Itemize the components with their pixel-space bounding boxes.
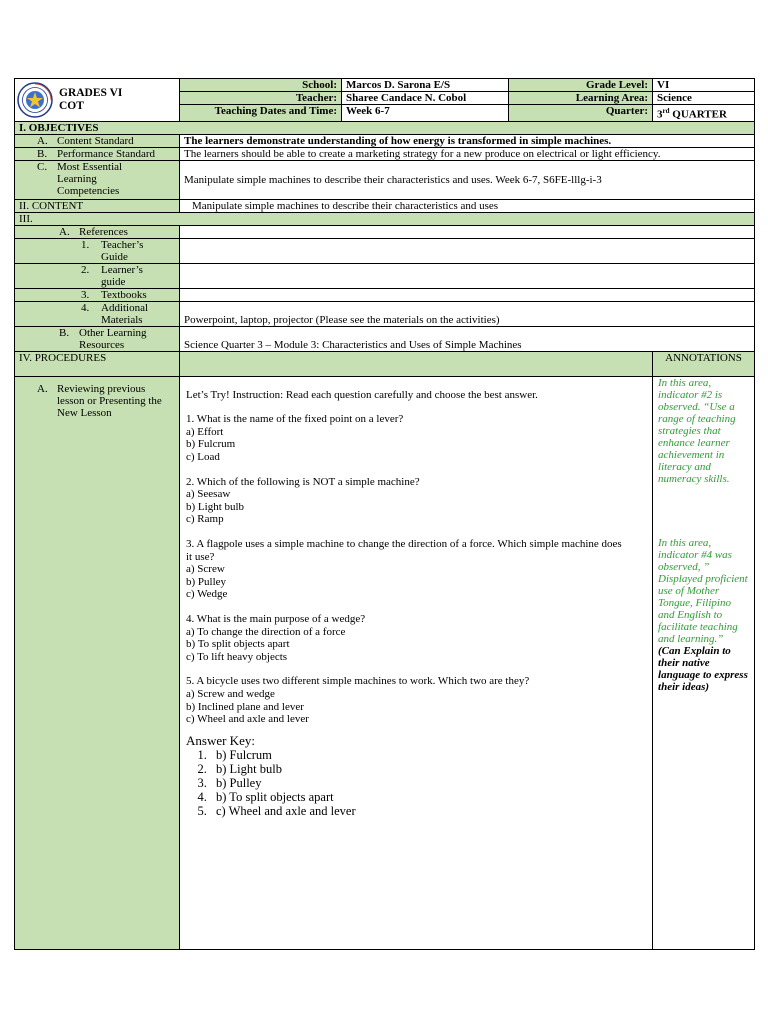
activity-instruction: Let’s Try! Instruction: Read each question carefully and choose the best answer. [186, 388, 538, 401]
answer-key-item: 1. b) Fulcrum [210, 748, 646, 762]
reviewing-lesson-label: A. Reviewing previous lesson or Presenting the New Lesson [15, 376, 180, 949]
resources-heading: III. [15, 212, 755, 225]
references-label: A. References [15, 225, 180, 238]
other-resources-value: Science Quarter 3 – Module 3: Characteristics and Uses of Simple Machines [180, 326, 755, 351]
answer-key-item: 2. b) Light bulb [210, 762, 646, 776]
teacher-value: Sharee Candace N. Cobol [342, 92, 509, 105]
answer-key-list [186, 748, 646, 818]
quarter-label: Quarter: [509, 105, 653, 122]
answer-key-item: 5. c) Wheel and axle and lever [210, 804, 646, 818]
performance-standard-value: The learners should be able to create a marketing strategy for a new produce on electrical or light efficiency. [180, 147, 755, 160]
grade-level-value: VI [653, 79, 755, 92]
teacher-label: Teacher: [180, 92, 342, 105]
content-standard-value: The learners demonstrate understanding of how energy is transformed in simple machines. [180, 134, 755, 147]
additional-materials-value: Powerpoint, laptop, projector (Please see the materials on the activities) [180, 301, 755, 326]
content-value: Manipulate simple machines to describe their characteristics and uses [180, 199, 755, 212]
question-5: 5. A bicycle uses two different simple machines to work. Which two are they? a) Screw and wedge b) Inclined plane and lever c) Wheel and axle and lever [186, 675, 530, 726]
school-value: Marcos D. Sarona E/S [342, 79, 509, 92]
dates-label: Teaching Dates and Time: [180, 105, 342, 122]
annotation-indicator-4: In this area, indicator #4 was observed, ” Displayed proficient use of Mother Tongue, Filipino and English to facilitate teaching and learning.” [658, 536, 748, 645]
annotation-note: (Can Explain to their native language to express their ideas) [658, 644, 748, 693]
learners-guide-label: 2. Learner’s guide [15, 263, 180, 288]
grade-level-label: Grade Level: [509, 79, 653, 92]
question-3: 3. A flagpole uses a simple machine to change the direction of a force. Which simple machine does it use? a) Screw b) Pulley c) Wedge [186, 538, 622, 601]
procedures-heading: IV. PROCEDURES [15, 351, 180, 376]
additional-materials-label: 4. Additional Materials [15, 301, 180, 326]
other-resources-label: B. Other Learning Resources [15, 326, 180, 351]
question-2: 2. Which of the following is NOT a simple machine? a) Seesaw b) Light bulb c) Ramp [186, 475, 420, 526]
question-4: 4. What is the main purpose of a wedge? a) To change the direction of a force b) To split objects apart c) To lift heavy objects [186, 612, 366, 663]
quarter-value: 3rd QUARTER [653, 105, 755, 122]
dates-value: Week 6-7 [342, 105, 509, 122]
answer-key-title: Answer Key: [186, 732, 255, 748]
teachers-guide-label: 1. Teacher’s Guide [15, 238, 180, 263]
lesson-activity [180, 376, 653, 949]
lesson-plan-table [14, 78, 755, 950]
annotation-indicator-2: In this area, indicator #2 is observed. “Use a range of teaching strategies that enhance learner achievement in literacy and numeracy skills. [658, 376, 736, 485]
lesson-plan-page [14, 78, 754, 944]
deped-seal-icon [17, 82, 53, 118]
learning-area-value: Science [653, 92, 755, 105]
grade-title: GRADES VI [59, 86, 123, 99]
performance-standard-label: B. Performance Standard [15, 147, 180, 160]
question-1: 1. What is the name of the fixed point on a lever? a) Effort b) Fulcrum c) Load [186, 413, 404, 464]
content-standard-label: A. Content Standard [15, 134, 180, 147]
school-logo-cell [15, 79, 180, 122]
objectives-heading: I. OBJECTIVES [15, 121, 755, 134]
answer-key-item: 4. b) To split objects apart [210, 790, 646, 804]
melc-label: C. Most Essential Learning Competencies [15, 160, 180, 199]
learning-area-label: Learning Area: [509, 92, 653, 105]
melc-value: Manipulate simple machines to describe their characteristics and uses. Week 6-7, S6FE-lllg-i-3 [180, 160, 755, 199]
content-heading: II. CONTENT [15, 199, 180, 212]
textbooks-label: 3. Textbooks [15, 288, 180, 301]
grade-subtitle: COT [59, 99, 84, 112]
annotations-heading: ANNOTATIONS [653, 351, 755, 376]
annotations-column [653, 376, 755, 949]
school-label: School: [180, 79, 342, 92]
answer-key-item: 3. b) Pulley [210, 776, 646, 790]
